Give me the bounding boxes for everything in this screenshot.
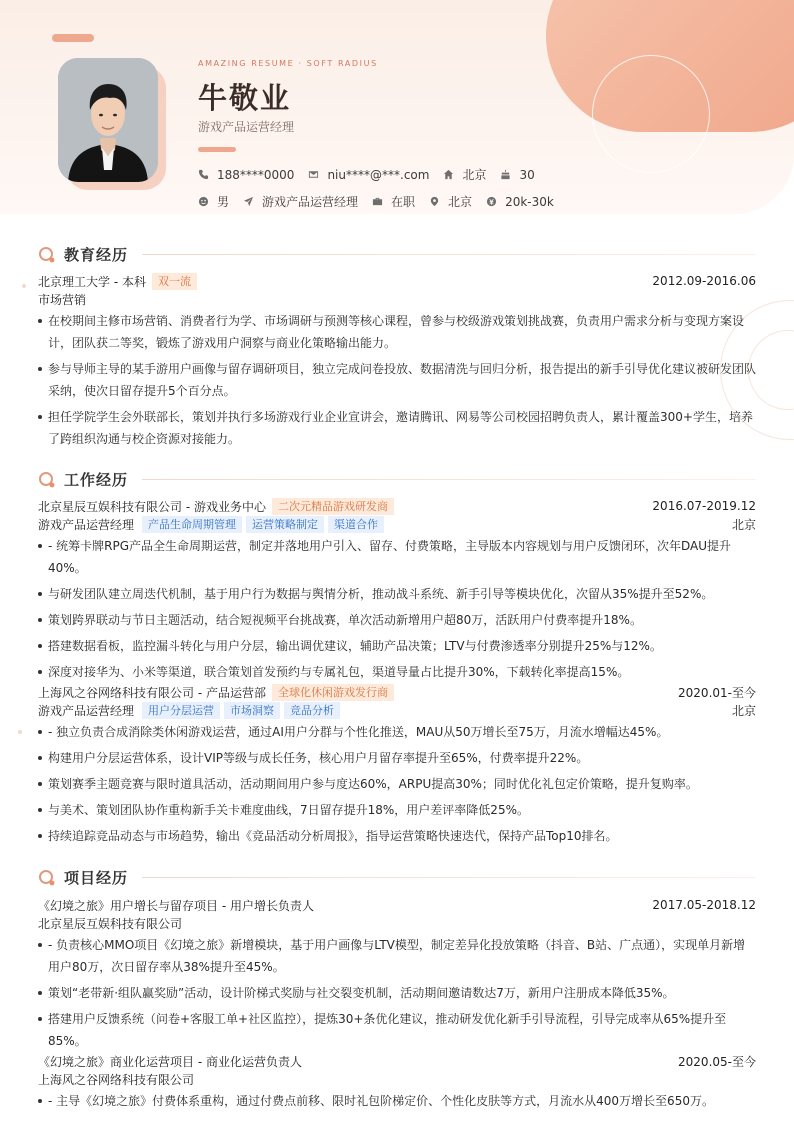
decorative-dash [52,34,94,42]
job-role: 游戏产品运营经理 [38,517,135,532]
job-bullets [38,535,756,683]
list-item: 策划赛季主题竞赛与限时道具活动，活动期间用户参与度达60%，ARPU提高30%；同时优化礼包定价策略，提升复购率。 [38,773,756,795]
contact-row-2 [198,193,568,210]
section-header [38,468,756,490]
salary-text: 20k-30k [505,194,554,209]
section-title: 工作经历 [64,470,129,489]
decorative-dot [18,730,22,734]
project-title: 《幻境之旅》用户增长与留存项目 - 用户增长负责人 [38,898,314,913]
gender-icon [198,196,209,207]
project-header [38,896,756,914]
job-entry [38,683,756,847]
company-name: 北京星辰互娱科技有限公司 - 游戏业务中心 [38,499,266,514]
briefcase-icon [372,196,383,207]
info-target-job [243,193,358,210]
education-major [38,290,756,308]
job-title: 游戏产品运营经理 [198,120,295,134]
job-entry [38,497,756,683]
info-gender [198,193,229,210]
job-period: 2016.07-2019.12 [652,499,756,513]
list-item: - 负责核心MMO项目《幻境之旅》新增模块，基于用户画像与LTV模型，制定差异化投放策略（抖音、B站、广点通），实现单月新增用户80万，次日留存率从38%提升至45%。 [38,934,756,978]
list-item: 策划跨界联动与节日主题活动，结合短视频平台挑战赛，单次活动新增用户超80万，活跃用户付费率提升18%。 [38,609,756,631]
section-divider [142,479,756,480]
project-company: 上海风之谷网络科技有限公司 [38,1072,195,1087]
mail-icon [308,169,319,180]
avatar [58,58,158,182]
list-item: 与研发团队建立周迭代机制，基于用户行为数据与舆情分析，推动战斗系统、新手引导等模块优化，次留从35%提升至52%。 [38,583,756,605]
section-divider [142,877,756,878]
project-entry [38,1052,756,1112]
avatar-portrait-icon [58,58,158,182]
job-header [38,497,756,515]
phone-text: 188****0000 [217,167,295,182]
candidate-name: 牛敬业 [198,81,292,115]
send-icon [243,196,254,207]
contact-row-1 [198,166,549,183]
list-item: 构建用户分层运营体系，设计VIP等级与成长任务，核心用户月留存率提升至65%，付费率提升22%。 [38,747,756,769]
contact-email [308,168,429,182]
status-text: 在职 [391,195,416,209]
cake-icon [500,169,511,180]
target-job-text: 游戏产品运营经理 [262,195,359,209]
contact-home [443,166,486,183]
list-item: - 统筹卡牌RPG产品全生命周期运营，制定并落地用户引入、留存、付费策略，主导版本内容规划与用户反馈闭环，次年DAU提升40%。 [38,535,756,579]
phone-icon [198,169,209,180]
decorative-ring [592,55,710,173]
list-item: 深度对接华为、小米等渠道，联合策划首发预约与专属礼包，渠道导量占比提升30%，下载转化率提高15%。 [38,661,756,683]
section-header [38,866,756,888]
job-bullets [38,721,756,847]
contact-phone [198,168,294,182]
list-item: - 主导《幻境之旅》付费体系重构，通过付费点前移、限时礼包阶梯定价、个性化皮肤等方式，月流水从400万增长至650万。 [38,1090,756,1112]
section-header [38,243,756,265]
list-item: 担任学院学生会外联部长，策划并执行多场游戏行业企业宣讲会，邀请腾讯、网易等公司校园招聘负责人，累计覆盖300+学生，培养了跨组织沟通与校企资源对接能力。 [38,406,756,450]
tagline: AMAZING RESUME · SOFT RADIUS [198,59,378,68]
gender-text: 男 [217,195,230,209]
job-city: 北京 [731,517,756,532]
section-divider [142,254,756,255]
job-period: 2020.01-至今 [678,685,756,700]
section-magnifier-icon [38,868,56,886]
list-item: 与美术、策划团队协作重构新手关卡难度曲线，7日留存提升18%，用户差评率降低25%。 [38,799,756,821]
info-status [372,193,415,210]
school-tag: 双一流 [152,273,197,290]
job-city: 北京 [731,703,756,718]
skill-tag: 产品生命周期管理 [142,516,242,533]
company-tag: 全球化休闲游戏发行商 [272,684,394,701]
education-period: 2012.09-2016.06 [652,274,756,288]
project-title: 《幻境之旅》商业化运营项目 - 商业化运营负责人 [38,1054,302,1069]
decorative-dot [22,284,26,288]
work-section [38,468,756,851]
project-period: 2020.05-至今 [678,1054,756,1069]
company-tag: 二次元精品游戏研发商 [272,498,394,515]
list-item: - 独立负责合成消除类休闲游戏运营，通过AI用户分群与个性化推送，MAU从50万增长至75万，月流水增幅达45%。 [38,721,756,743]
major-text: 市场营销 [38,292,87,307]
email-text: niu****@***.com [327,167,430,182]
section-title: 教育经历 [64,245,129,264]
project-bullets [38,934,756,1052]
education-section [38,243,756,454]
header-banner [0,0,794,214]
home-text: 北京 [462,168,487,182]
list-item: 参与导师主导的某手游用户画像与留存调研项目，独立完成问卷投放、数据清洗与回归分析，报告提出的新手引导优化建议被研发团队采纳，使次日留存提升5个百分点。 [38,358,756,402]
home-icon [443,169,454,180]
section-magnifier-icon [38,470,56,488]
section-magnifier-icon [38,245,56,263]
job-role: 游戏产品运营经理 [38,703,135,718]
list-item: 持续追踪竞品动态与市场趋势，输出《竞品活动分析周报》，指导运营策略快速迭代，保持产品Top10排名。 [38,825,756,847]
age-text: 30 [519,167,535,182]
project-bullets [38,1090,756,1112]
list-item: 策划“老带新·组队赢奖励”活动，设计阶梯式奖励与社交裂变机制，活动期间邀请数达7万，新用户注册成本降低35%。 [38,982,756,1004]
salary-icon [486,196,497,207]
project-company: 北京星辰互娱科技有限公司 [38,916,183,931]
education-entry-header [38,272,756,290]
skill-tag: 竞品分析 [284,702,340,719]
job-header [38,683,756,701]
project-company-row [38,914,756,932]
info-salary [486,195,554,209]
list-item: 搭建数据看板，监控漏斗转化与用户分层，输出调优建议，辅助产品决策；LTV与付费渗透率分别提升25%与12%。 [38,635,756,657]
project-period: 2017.05-2018.12 [652,898,756,912]
school-name: 北京理工大学 - 本科 [38,274,146,289]
skill-tag: 运营策略制定 [246,516,324,533]
projects-section [38,866,756,1116]
job-role-row [38,515,756,533]
contact-age [500,168,534,182]
location-pin-icon [429,196,440,207]
section-title: 项目经历 [64,868,129,887]
project-company-row [38,1070,756,1088]
job-role-row [38,701,756,719]
project-entry [38,896,756,1052]
list-item: 在校期间主修市场营销、消费者行为学、市场调研与预测等核心课程，曾参与校级游戏策划挑战赛，负责用户需求分析与变现方案设计，团队获二等奖，锻炼了游戏用户洞察与商业化策略输出能力。 [38,310,756,354]
accent-bar [198,147,236,152]
skill-tag: 渠道合作 [328,516,384,533]
target-city-text: 北京 [448,195,473,209]
company-name: 上海风之谷网络科技有限公司 - 产品运营部 [38,685,266,700]
info-target-city [429,193,472,210]
skill-tag: 市场洞察 [224,702,280,719]
skill-tag: 用户分层运营 [142,702,220,719]
project-header [38,1052,756,1070]
education-bullets [38,310,756,450]
list-item: 搭建用户反馈系统（问卷+客服工单+社区监控），提炼30+条优化建议，推动研发优化新手引导流程，引导完成率从65%提升至85%。 [38,1008,756,1052]
